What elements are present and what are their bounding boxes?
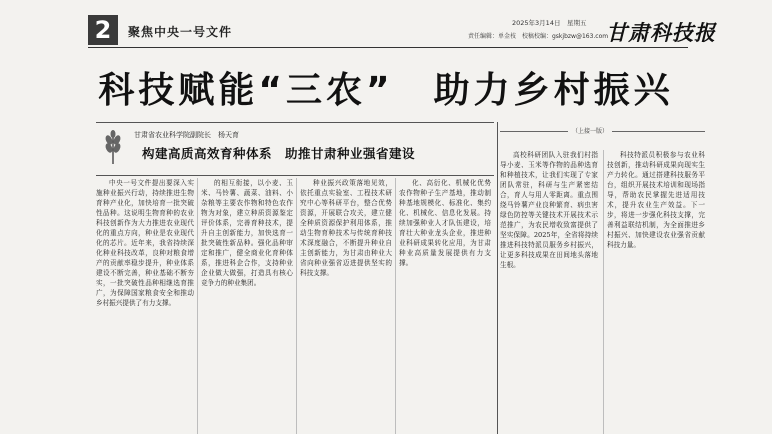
section-title: 聚焦中央一号文件 — [128, 25, 233, 39]
column-divider — [197, 178, 198, 434]
continuation-label: （上接一版） — [568, 126, 612, 135]
byline-box — [96, 122, 494, 174]
issue-date: 2025年3月14日 星期五 — [512, 19, 587, 27]
page-header — [0, 0, 772, 48]
article-column — [300, 178, 392, 434]
main-headline: 科技赋能“三农” 助力乡村振兴 — [98, 70, 674, 111]
article-column — [96, 178, 194, 434]
column-divider — [603, 150, 604, 434]
column-divider — [395, 178, 396, 434]
column-text: 种业振兴政策落地见效，依托重点实验室、工程技术研究中心等科研平台，整合优势资源，开展联合攻关，建立健全种质资源保护利用体系，推动生物育种技术与传统育种技术深度融合，不断提升种业自主创新能力，为甘肃由种业大省向种业强省迈进提供坚实的科技支撑。 — [300, 179, 392, 277]
article-column — [399, 178, 491, 434]
column-text: 高校科研团队入驻我们村指导小麦、玉米等作物的品种选育和种植技术，让我们实现了专家团队常驻，科研与生产紧密结合，育人与用人零距离。重点围绕马铃薯产业良种繁育、病虫害绿色防控等关键技术开展技术示范推广，为农民增收致富提供了坚实保障。2025年，全省将持续推进科技特派员服务乡村振兴，让更多科技成果在田间地头落地生根。 — [500, 151, 598, 269]
column-text: 科技特派员积极参与农业科技创新，推动科研成果向现实生产力转化。通过搭建科技服务平台，组织开展技术培训和现场指导，帮助农民掌握先进适用技术，提升农业生产效益。下一步，将进一步强化科技支撑，完善利益联结机制，为全面推进乡村振兴、加快建设农业强省贡献科技力量。 — [607, 151, 705, 249]
header-rule — [88, 47, 688, 48]
wheat-icon — [100, 130, 126, 166]
column-text: 的相互衔接，以小麦、玉米、马铃薯、蔬菜、油料、小杂粮等主要农作物和特色农作物为对象，建立种质资源鉴定评价体系，完善育种技术，提升自主创新能力，加快选育一批突破性新品种。强化品种审定和推广，健全商业化育种体系，推进科企合作，支持种业企业做大做强，打造具有核心竞争力的种业集团。 — [201, 179, 293, 287]
article-column — [500, 150, 598, 434]
column-divider — [296, 178, 297, 434]
page-number: 2 — [88, 15, 118, 45]
article-subhead: 构建高质高效育种体系 助推甘肃种业强省建设 — [142, 146, 416, 161]
masthead-logo: 甘肃科技报 — [606, 20, 716, 45]
author-line: 甘肃省农业科学院副院长 杨天育 — [134, 131, 239, 139]
column-text: 中央一号文件提出要深入实施种业振兴行动，持续推进生物育种产业化，加快培育一批突破性品种。这说明生物育种的农业科技创新作为大力推进农业现代化的重点方向，种业是农业现代化的芯片。近年来，我省持续深化种业科技改革，良种对粮食增产的贡献率稳步提升，种业体系建设不断完善，种业基础不断夯实，一批突破性品种相继选育推广，为保障国家粮食安全和推动乡村振兴提供了有力支撑。 — [96, 179, 194, 307]
article-column — [201, 178, 293, 434]
article-column — [607, 150, 705, 434]
section-divider — [497, 122, 498, 434]
editor-credits: 责任编辑：单金枝 校稿校编：gskjbzw@163.com — [468, 33, 609, 40]
column-text: 化、高衍化、机械化优势农作物种子生产基地，推动制种基地规模化、标准化、集约化、机械化、信息化发展。持续加强种业人才队伍建设，培育壮大种业龙头企业，推进种业科研成果转化应用，为甘肃种业高质量发展提供有力支撑。 — [399, 179, 491, 267]
